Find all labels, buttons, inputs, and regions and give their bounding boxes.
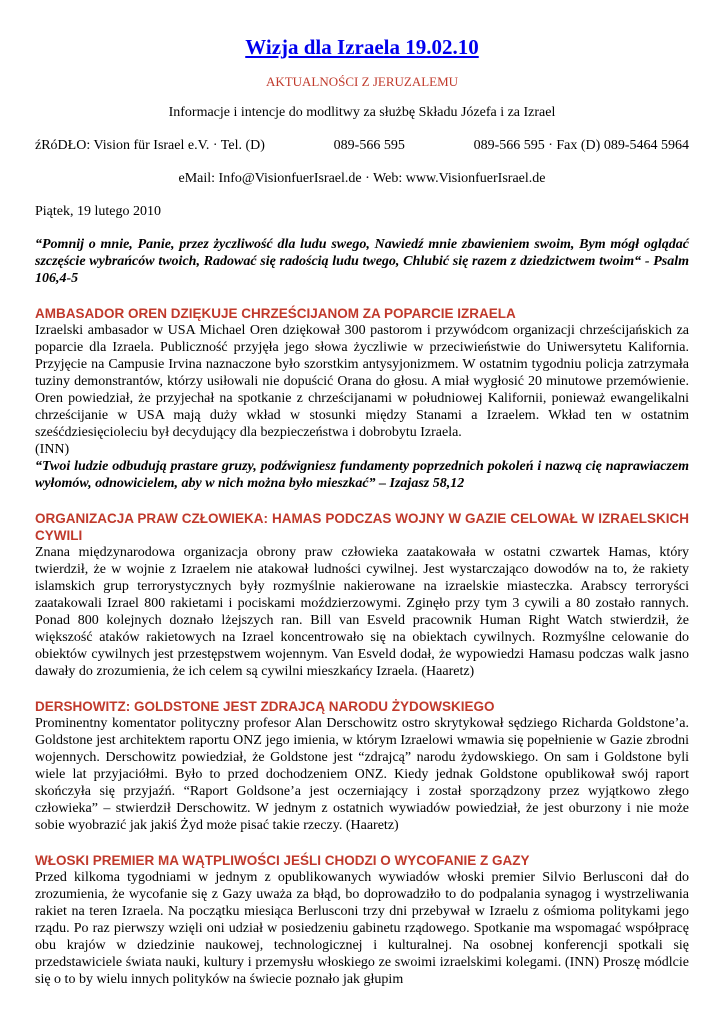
article-ambassador (35, 305, 689, 492)
article-human-rights (35, 510, 689, 680)
article-heading: WŁOSKI PREMIER MA WĄTPLIWOŚCI JEŚLI CHODZI O WYCOFANIE Z GAZY (35, 853, 530, 868)
document-page (35, 30, 689, 988)
source-phone: 089-566 595 (333, 138, 405, 153)
source-label: źRóDŁO: Vision für Israel e.V. · Tel. (D) (35, 138, 265, 153)
source-line (35, 137, 689, 154)
article-heading: DERSHOWITZ: GOLDSTONE JEST ZDRAJCĄ NARODU ŻYDOWSKIEGO (35, 699, 495, 714)
article-body: Przed kilkoma tygodniami w jednym z opublikowanych wywiadów włoski premier Silvio Berlusconi dał do zrozumienia, że wycofanie się z Gazy uważa za błąd, bo doprowadziło to do podpalania synagog i wystrzeliwania rakiet na teren Izraela. Na początku miesiąca Berlusconi trzy dni przebywał w Izraelu z ośmioma politykami jego rządu. Po raz pierwszy wzięli oni udział w posiedzeniu gabinetu rządowego. Spotkanie ma wspomagać współpracę obu krajów w dziedzinie naukowej, technologicznej i kulturalnej. Na osobnej konferencji spotkali się przedstawiciele świata nauki, kultury i przemysłu włoskiego ze swoimi izraelskimi kolegami. (INN) Proszę módlcie się o to by wielu innych polityków na świecie poznało jak głupim (35, 870, 689, 987)
article-body: Znana międzynarodowa organizacja obrony praw człowieka zaatakowała w ostatni czwartek Hamas, który twierdził, że w wojnie z Izraelem nie atakował ludności cywilnej. Jest wystarczająco dowodów na to, że rakiety islamskich grup terrorystycznych były rozmyślnie nakierowane na izraelskie miasteczka. Arabscy terroryści zaatakowali Izrael 800 rakietami i pociskami moździerzowymi. Zginęło przy tym 3 cywili a 80 zostało rannych. Ponad 800 kolejnych doznało lżejszych ran. Bill van Esveld pracownik Human Right Watch stwierdził, że większość ataków rakietowych na Izrael koncentrowało się na obiektach cywilnych. Rozmyślne celowanie do obiektów cywilnych jest przestępstwem wojennym. Van Esveld dodał, że wypowiedzi Hamasu podczas walk jasno dawały do zrozumienia, że ich celem są cywilni mieszkańcy Izraela. (Haaretz) (35, 545, 689, 679)
page-subtitle: AKTUALNOŚCI Z JERUZALEMU (265, 74, 459, 89)
issue-date: Piątek, 19 lutego 2010 (35, 204, 161, 219)
isaiah-quote: “Twoi ludzie odbudują prastare gruzy, podźwigniesz fundamenty poprzednich pokoleń i nazwą cię naprawiaczem wyłomów, odnowicielem, aby w nich można było mieszkać” – Izajasz 58,12 (35, 459, 689, 491)
article-body: Izraelski ambasador w USA Michael Oren dziękował 300 pastorom i przywódcom organizacji chrześcijańskich za poparcie dla Izraela. Publiczność przyjęła jego słowa życzliwie w przeciwieństwie do Uniwersytetu Kalifornia. Przyjęcie na Campusie Irvina naznaczone było szorstkim antysyjonizmem. W ostatnim tygodniu policja zatrzymała tuziny demonstrantów, którzy usiłowali nie dopuścić Orana do głosu. A miał wygłosić 20 minutowe przemówienie. Oren powiedział, że przyjechał na spotkanie z chrześcijanami w południowej Kalifornii, ponieważ ewangelikalni chrześcijanie w USA mają duży wkład w stosunki między Stanami a Izraelem. Wkład ten w ostatnim sześćdziesięcioleciu był decydujący dla bezpieczeństwa i dobrobytu Izraela. (35, 323, 689, 440)
spacer (35, 492, 689, 510)
contact-line: eMail: Info@VisionfuerIsrael.de · Web: www.VisionfuerIsrael.de (178, 171, 546, 186)
article-italian-premier (35, 852, 689, 988)
page-title[interactable]: Wizja dla Izraela 19.02.10 (245, 35, 479, 59)
psalm-quote: “Pomnij o mnie, Panie, przez życzliwość dla ludu swego, Nawiedź mnie zbawieniem swoim, Bym mógł oglądać szczęście wybrańców twoich, Radować się radością ludu twego, Chlubić się razem z dziedzictwem twoim“ - Psalm 106,4-5 (35, 237, 689, 286)
intro-line: Informacje i intencje do modlitwy za służbę Składu Józefa i za Izrael (168, 105, 556, 120)
source-fax: 089-566 595 · Fax (D) 089-5464 5964 (473, 138, 689, 153)
spacer (35, 287, 689, 305)
article-body: Prominentny komentator polityczny profesor Alan Derschowitz ostro skrytykował sędziego Richarda Goldstone’a. Goldstone jest architektem raportu ONZ jego imienia, w którym Izraelowi wmawia się popełnienie w Gazie zbrodni wojennych. Derschowitz powiedział, że Goldstone jest “zdrajcą” narodu żydowskiego. On sam i Goldstone byli wiele lat przyjaciółmi. Było to przed dochodzeniem ONZ. Kiedy jednak Goldstone opublikował swój raport skończyła się przyjaźń. “Raport Goldsone’a jest oczerniający i został sporządzony przez wyjątkowo złego człowieka” – stwierdził Derschowitz. W jednym z ostatnich wywiadów powiedział, że jest oburzony i nie może sobie wyobrazić jak jakiś Żyd może pisać takie rzeczy. (Haaretz) (35, 716, 689, 833)
article-heading: AMBASADOR OREN DZIĘKUJE CHRZEŚCIJANOM ZA POPARCIE IZRAELA (35, 306, 516, 321)
article-dershowitz (35, 698, 689, 834)
spacer (35, 680, 689, 698)
spacer (35, 834, 689, 852)
article-heading: ORGANIZACJA PRAW CZŁOWIEKA: HAMAS PODCZAS WOJNY W GAZIE CELOWAŁ W IZRAELSKICH CYWILI (35, 511, 689, 543)
article-source: (INN) (35, 442, 70, 457)
